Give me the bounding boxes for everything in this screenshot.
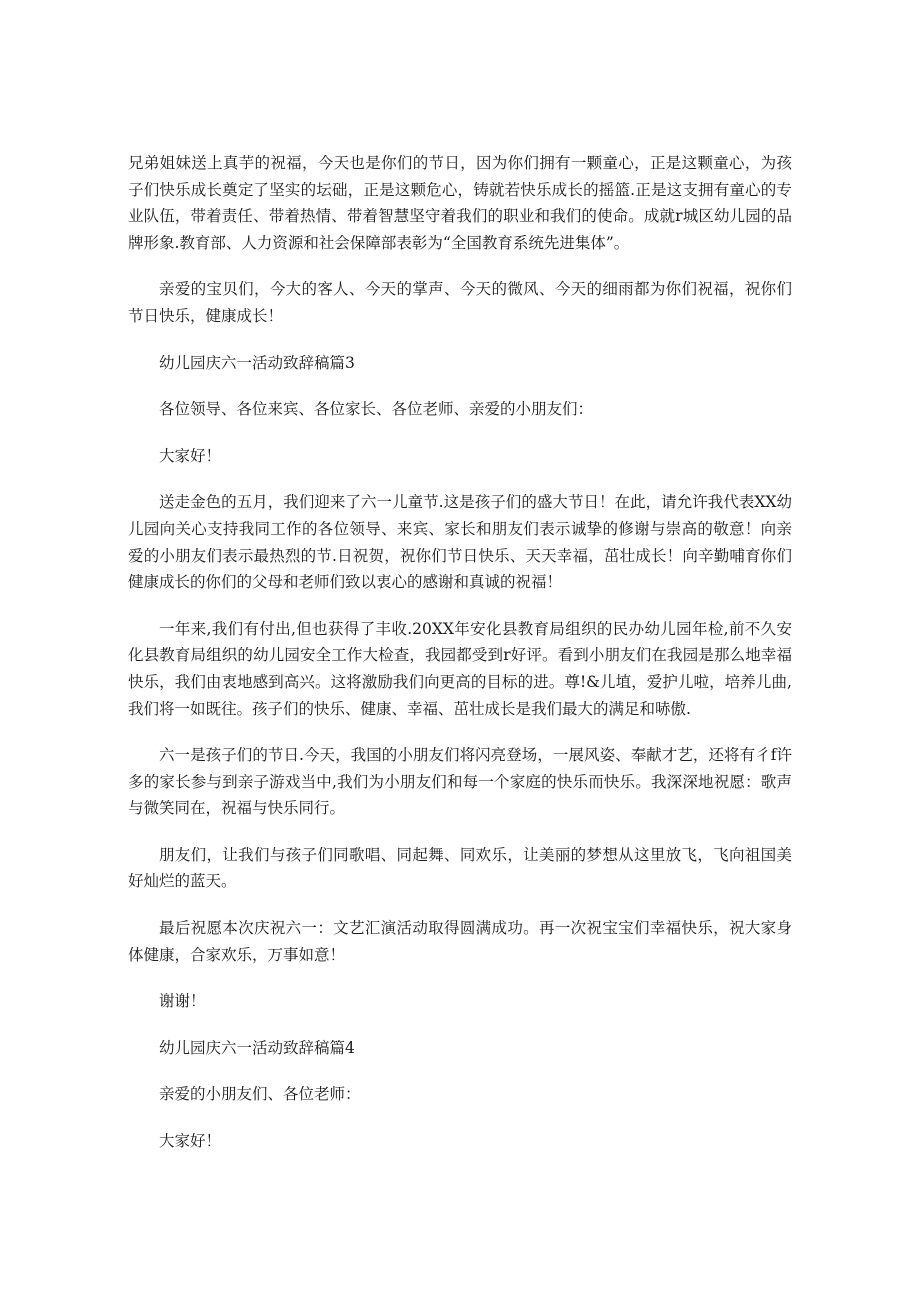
paragraph-welcome: 送走金色的五月，我们迎来了六一儿童节.这是孩子们的盛大节日！在此，请允许我代表XX幼儿园向关心支持我同工作的各位领导、来宾、家长和朋友们表示诚挚的修谢与崇高的敬意！向亲爱的小朋友们表示最热烈的节.日祝贺，祝你们节日快乐、天天幸福，茁壮成长！向辛勤哺育你们健康成长的你们的父母和老师们致以衷心的感谢和真诚的祝福！ (128, 493, 792, 592)
paragraph-hello-2: 大家好！ (159, 1132, 222, 1151)
paragraph-salutation-2: 亲爱的小朋友们、各位老师： (159, 1085, 361, 1104)
paragraph-year-review: 一年来,我们有付出,但也获得了丰收.20XX年安化县教育局组织的民办幼儿园年检,前不久安化县教育局组织的幼儿园安全工作大检查，我园都受到r好评。看到小朋友们在我园是那么地幸福快乐，我们由衷地感到高兴。这将激励我们向更高的目标的进。尊!&儿埴，爱护儿啦，培养儿曲,我们将一如既往。孩子们的快乐、健康、幸福、茁壮成长是我们最大的满足和哧傲. (128, 619, 792, 718)
paragraph-continuation: 兄弟姐妹送上真芋的祝福，今天也是你们的节日，因为你们拥有一颗童心，正是这颗童心，为孩子们快乐成长奠定了坚实的坛础，正是这颗危心，铸就若快乐成长的摇篮.正是这支拥有童心的专业队伍，带着责任、带着热情、带着智慧坚守着我们的职业和我们的使命。成就r城区幼儿园的品牌形象.教育部、人力资源和社会保障部表彰为“全国教育系统先进集体”。 (128, 154, 792, 252)
section-heading-3: 幼儿园庆六一活动致辞稿篇3 (159, 353, 355, 372)
paragraph-friends: 朋友们，让我们与孩子们同歌唱、同起舞、同欢乐，让美丽的梦想从这里放飞，飞向祖国美好灿烂的蓝天。 (128, 845, 792, 891)
document-body (128, 150, 792, 1175)
paragraph-childrens-day: 六一是孩子们的节日.今天，我国的小朋友们将闪亮登场，一展风姿、奉献才艺，还将有彳f许多的家长参与到亲子游戏当中,我们为小朋友们和每一个家庭的快乐而快乐。我深深地祝愿：歌声与微笑同在，祝福与快乐同行。 (128, 746, 792, 818)
paragraph-thanks: 谢谢！ (159, 992, 206, 1011)
paragraph-salutation: 各位领导、各位来宾、各位家长、各位老师、亲爱的小朋友们： (159, 400, 594, 419)
section-heading-4: 幼儿园庆六一活动致辞稿篇4 (159, 1038, 355, 1057)
paragraph-greeting-children: 亲爱的宝贝们，今大的客人、今天的掌声、今天的微风、今天的细雨都为你们祝福，祝你们节日快乐，健康成长！ (128, 280, 792, 325)
paragraph-hello: 大家好！ (159, 446, 222, 465)
paragraph-closing-wishes: 最后祝愿本次庆祝六一：文艺汇演活动取得圆满成功。再一次祝宝宝们幸福快乐，祝大家身体健康，合家欢乐，万事如意！ (128, 919, 792, 964)
